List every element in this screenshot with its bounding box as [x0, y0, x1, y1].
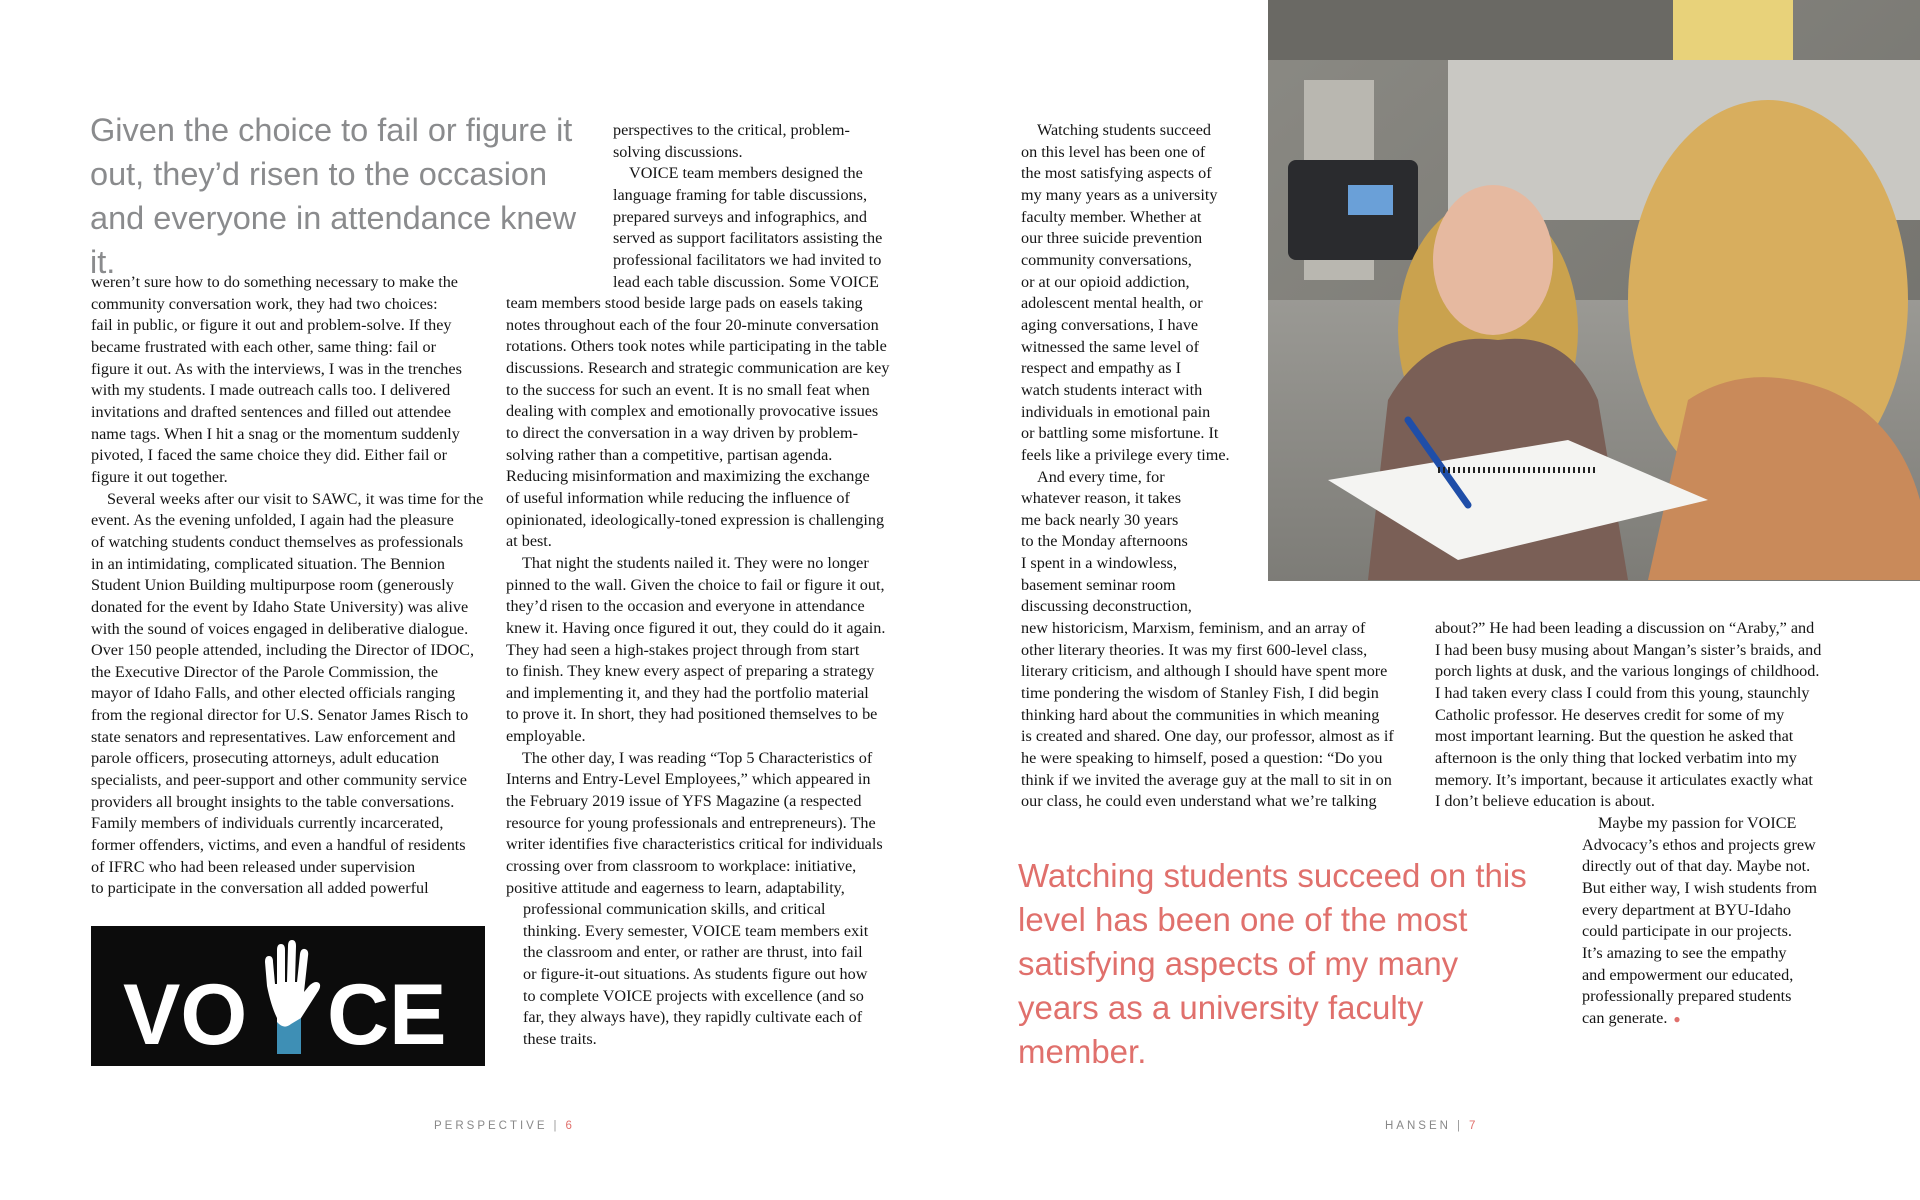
text-line: faculty member. Whether at	[1021, 207, 1202, 226]
text-line: respect and empathy as I	[1021, 359, 1182, 378]
text-line: invitations and drafted sentences and filled out attendee	[91, 402, 452, 421]
text-line: the classroom and enter, or rather are thrust, into fail	[523, 943, 863, 962]
text-line: community conversations,	[1021, 250, 1192, 269]
text-line: and implementing it, and they had the portfolio material	[506, 683, 869, 702]
left-column-2-main	[506, 293, 906, 899]
text-line: Student Union Building multipurpose room (generously	[91, 576, 454, 595]
voice-logo-graphic	[91, 926, 485, 1066]
folio-label: HANSEN	[1385, 1120, 1451, 1132]
text-line: in an intimidating, complicated situation. The Bennion	[91, 554, 445, 573]
photo-two-women-reading	[1268, 0, 1920, 581]
text-line: mayor of Idaho Falls, and other elected officials ranging	[91, 684, 456, 703]
text-line: solving rather than a competitive, partisan agenda.	[506, 445, 833, 464]
text-line: on this level has been one of	[1021, 142, 1206, 161]
text-line: with my students. I made outreach calls too. I delivered	[91, 381, 451, 400]
text-line: the Executive Director of the Parole Commission, the	[91, 662, 439, 681]
text-line: other literary theories. It was my first 600-level class,	[1021, 640, 1368, 659]
text-line: Advocacy’s ethos and projects grew	[1582, 835, 1816, 854]
end-mark-icon: ●	[1673, 1011, 1681, 1026]
text-line: solving discussions.	[613, 142, 743, 161]
photo-illustration	[1268, 0, 1920, 581]
text-line: I had been busy musing about Mangan’s sister’s braids, and	[1435, 640, 1822, 659]
right-column-2-narrow	[1582, 813, 1852, 1031]
text-line: basement seminar room	[1021, 575, 1176, 594]
text-line: prepared surveys and infographics, and	[613, 207, 867, 226]
text-line: can generate. ●	[1582, 1008, 1681, 1027]
text-line: pivoted, I faced the same choice they did. Either fail or	[91, 446, 447, 465]
text-line: our three suicide prevention	[1021, 229, 1203, 248]
text-line: most important learning. But the question he asked that	[1435, 727, 1794, 746]
text-line: former offenders, victims, and even a handful of residents	[91, 836, 466, 855]
text-line: Reducing misinformation and maximizing the exchange	[506, 467, 870, 486]
text-line: weren’t sure how to do something necessary to make the	[91, 273, 458, 291]
text-line: language framing for table discussions,	[613, 185, 867, 204]
raised-hand-icon	[265, 940, 320, 1054]
text-line: I don’t believe education is about.	[1435, 792, 1655, 811]
text-line: writer identifies five characteristics critical for individuals	[506, 835, 883, 854]
voice-logo	[91, 926, 485, 1066]
text-line: Over 150 people attended, including the Director of IDOC,	[91, 641, 474, 660]
text-line: or at our opioid addiction,	[1021, 272, 1190, 291]
text-line: whatever reason, it takes	[1021, 489, 1182, 508]
text-line: discussing deconstruction,	[1021, 597, 1192, 616]
text-line: dealing with complex and emotionally provocative issues	[506, 402, 879, 421]
text-line: The other day, I was reading “Top 5 Characteristics of	[522, 748, 873, 767]
text-line: opinionated, ideologically-toned expression is challenging	[506, 510, 885, 529]
left-pull-quote: Given the choice to fail or figure it out, they’d risen to the occasion and everyone in attendance knew it.	[90, 112, 577, 280]
text-line: to participate in the conversation all added powerful	[91, 879, 429, 898]
page-number: 7	[1468, 1120, 1479, 1132]
text-line: could participate in our projects.	[1582, 922, 1792, 941]
text-line: my many years as a university	[1021, 185, 1218, 204]
text-line: they’d risen to the occasion and everyone in attendance	[506, 597, 865, 616]
text-line: and empowerment our educated,	[1582, 965, 1794, 984]
text-line: time pondering the wisdom of Stanley Fish, I did begin	[1021, 683, 1379, 702]
text-line: notes throughout each of the four 20-minute conversation	[506, 315, 879, 334]
text-line: new historicism, Marxism, feminism, and an array of	[1021, 619, 1366, 637]
text-line: aging conversations, I have	[1021, 315, 1199, 334]
text-line: professionally prepared students	[1582, 987, 1792, 1006]
text-line: professional facilitators we had invited to	[613, 250, 882, 269]
folio-separator: |	[553, 1120, 560, 1132]
text-line: or figure-it-out situations. As students figure out how	[523, 964, 868, 983]
text-line: to prove it. In short, they had positioned themselves to be	[506, 705, 878, 724]
text-line: rotations. Others took notes while participating in the table	[506, 337, 887, 356]
text-line: every department at BYU-Idaho	[1582, 900, 1792, 919]
text-line: is created and shared. One day, our professor, almost as if	[1021, 727, 1394, 746]
text-line: thinking. Every semester, VOICE team members exit	[523, 921, 869, 940]
text-line: witnessed the same level of	[1021, 337, 1200, 356]
left-column-2-bottom	[523, 899, 903, 1051]
text-line: porch lights at dusk, and the various longings of childhood.	[1435, 662, 1820, 681]
right-column-1-top	[1021, 120, 1251, 618]
text-line: lead each table discussion. Some VOICE	[613, 272, 879, 291]
folio-separator: |	[1456, 1120, 1463, 1132]
text-line: the February 2019 issue of YFS Magazine (a respected	[506, 792, 862, 811]
text-line: literary criticism, and although I should have spent more	[1021, 662, 1388, 681]
text-line: think if we invited the average guy at the mall to sit in on	[1021, 770, 1392, 789]
text-line: from the regional director for U.S. Senator James Risch to	[91, 706, 469, 725]
left-column-1	[91, 272, 491, 900]
text-line: specialists, and peer-support and other community service	[91, 771, 467, 790]
text-line: or battling some misfortune. It	[1021, 424, 1219, 443]
text-line: me back nearly 30 years	[1021, 510, 1179, 529]
text-line: memory. It’s important, because it articulates exactly what	[1435, 770, 1813, 789]
text-line: thinking hard about the communities in which meaning	[1021, 705, 1380, 724]
text-line: donated for the event by Idaho State University) was alive	[91, 597, 469, 616]
text-line: adolescent mental health, or	[1021, 294, 1203, 313]
text-line: became frustrated with each other, same thing: fail or	[91, 337, 436, 356]
text-line: feels like a privilege every time.	[1021, 445, 1230, 464]
text-line: figure it out. As with the interviews, I was in the trenches	[91, 359, 462, 378]
text-line: crossing over from classroom to workplace: initiative,	[506, 857, 857, 876]
text-line: state senators and representatives. Law enforcement and	[91, 727, 456, 746]
text-line: far, they always have), they rapidly cultivate each of	[523, 1008, 863, 1027]
text-line: fail in public, or figure it out and problem-solve. If they	[91, 316, 452, 335]
text-line: event. As the evening unfolded, I again had the pleasure	[91, 511, 454, 530]
text-line: VOICE team members designed the	[629, 164, 863, 183]
text-line: And every time, for	[1037, 467, 1165, 486]
text-line: team members stood beside large pads on easels taking	[506, 294, 863, 312]
text-line: Catholic professor. He deserves credit for some of my	[1435, 705, 1785, 724]
left-column-2-top	[613, 120, 913, 293]
text-line: directly out of that day. Maybe not.	[1582, 857, 1811, 876]
text-line: professional communication skills, and critical	[523, 900, 826, 918]
text-line: Maybe my passion for VOICE	[1598, 814, 1797, 832]
text-line: our class, he could even understand what we’re talking	[1021, 792, 1377, 811]
right-pull-quote: Watching students succeed on this level has been one of the most satisfying aspects of my many years as a university faculty member.	[1018, 857, 1527, 1070]
text-line: It’s amazing to see the empathy	[1582, 943, 1787, 962]
text-line: about?” He had been leading a discussion on “Araby,” and	[1435, 619, 1815, 637]
text-line: knew it. Having once figured it out, they could do it again.	[506, 618, 886, 637]
text-line: Interns and Entry-Level Employees,” which appeared in	[506, 770, 871, 789]
logo-letters-vo: VO	[123, 967, 248, 1063]
text-line: these traits.	[523, 1029, 597, 1048]
text-line: the most satisfying aspects of	[1021, 164, 1212, 183]
text-line: positive attitude and eagerness to learn, adaptability,	[506, 878, 845, 897]
page-number: 6	[565, 1120, 575, 1132]
text-line: with the sound of voices engaged in deliberative dialogue.	[91, 619, 469, 638]
text-line: providers all brought insights to the table conversations.	[91, 792, 455, 811]
text-line: to the success for such an event. It is no small feat when	[506, 380, 870, 399]
text-line: figure it out together.	[91, 467, 228, 486]
text-line: individuals in emotional pain	[1021, 402, 1211, 421]
text-line: They had seen a high-stakes project through from start	[506, 640, 860, 659]
text-line: of watching students conduct themselves as professionals	[91, 532, 464, 551]
text-line: to the Monday afternoons	[1021, 532, 1188, 551]
text-line: he were speaking to himself, posed a question: “Do you	[1021, 748, 1383, 767]
text-line: to finish. They knew every aspect of preparing a strategy	[506, 662, 875, 681]
text-line: community conversation work, they had two choices:	[91, 294, 438, 313]
logo-letters-ce: CE	[327, 967, 447, 1063]
folio-label: PERSPECTIVE	[434, 1120, 548, 1132]
text-line: Family members of individuals currently incarcerated,	[91, 814, 444, 833]
text-line: to direct the conversation in a way driven by problem-	[506, 423, 858, 442]
text-line: resource for young professionals and entrepreneurs). The	[506, 813, 876, 832]
text-line: afternoon is the only thing that locked verbatim into my	[1435, 748, 1797, 767]
text-line: I had taken every class I could from this young, staunchly	[1435, 683, 1810, 702]
text-line: That night the students nailed it. They were no longer	[522, 553, 869, 572]
text-line: watch students interact with	[1021, 380, 1203, 399]
text-line: of IFRC who had been released under supervision	[91, 857, 416, 876]
text-line: at best.	[506, 532, 552, 551]
right-column-2-main	[1435, 618, 1855, 813]
text-line: employable.	[506, 727, 586, 746]
text-line: to complete VOICE projects with excellence (and so	[523, 986, 864, 1005]
text-line: I spent in a windowless,	[1021, 554, 1178, 573]
text-line: Watching students succeed	[1037, 121, 1212, 139]
text-line: parole officers, prosecuting attorneys, adult education	[91, 749, 440, 768]
text-line: name tags. When I hit a snag or the momentum suddenly	[91, 424, 460, 443]
text-line: perspectives to the critical, problem-	[613, 121, 850, 139]
text-line: served as support facilitators assisting the	[613, 229, 883, 248]
text-line: Several weeks after our visit to SAWC, it was time for the	[107, 489, 484, 508]
right-folio	[1385, 1120, 1478, 1132]
text-line: But either way, I wish students from	[1582, 878, 1817, 897]
left-folio	[434, 1120, 575, 1132]
text-line: of useful information while reducing the influence of	[506, 488, 850, 507]
text-line: discussions. Research and strategic communication are key	[506, 358, 890, 377]
right-column-1-bottom	[1021, 618, 1421, 813]
text-line: pinned to the wall. Given the choice to fail or figure it out,	[506, 575, 885, 594]
